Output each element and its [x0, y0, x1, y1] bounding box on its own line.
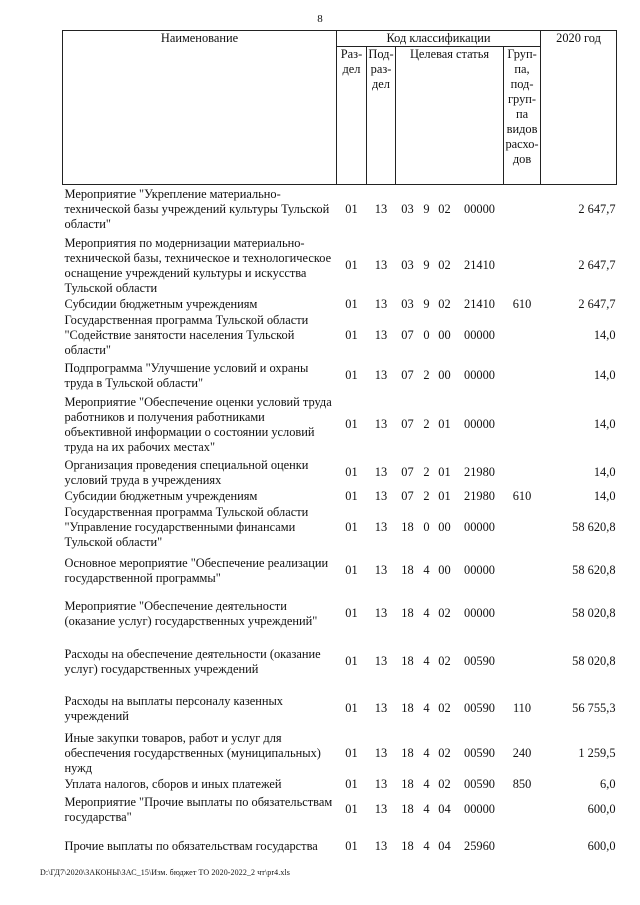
- table-row: [63, 235, 617, 297]
- row-name: Государственная программа Тульской области "Управление государственными финансами Тульской области": [64, 505, 309, 549]
- header-subsection: [367, 47, 396, 185]
- row-subsection: 13: [374, 328, 388, 342]
- row-program: 07: [401, 328, 414, 342]
- header-line: раз-: [370, 62, 392, 76]
- row-amount: 2 647,7: [578, 297, 616, 311]
- header-year: 2020 год: [541, 31, 617, 185]
- row-name: Субсидии бюджетным учреждениям: [64, 489, 258, 503]
- table-row: [63, 185, 617, 235]
- row-subprogram: 4: [423, 777, 430, 791]
- row-subprogram: 4: [423, 654, 430, 668]
- row-direction: 00000: [464, 520, 495, 534]
- row-program: 03: [401, 202, 414, 217]
- row-amount: 58 620,8: [572, 563, 616, 577]
- row-name: Основное мероприятие "Обеспечение реализации государственной программы": [64, 555, 329, 585]
- table-row: [63, 827, 617, 867]
- row-subprogram: 2: [423, 465, 430, 479]
- row-subprogram: 9: [423, 202, 430, 217]
- row-subprogram: 2: [423, 417, 430, 431]
- row-amount: 14,0: [593, 368, 616, 382]
- row-subsection: 13: [374, 654, 388, 668]
- row-direction: 21980: [464, 465, 495, 479]
- row-section: 01: [345, 202, 358, 217]
- row-section: 01: [345, 777, 358, 791]
- row-amount: 14,0: [593, 417, 616, 431]
- row-subprogram: 2: [423, 368, 430, 382]
- row-direction: 00590: [464, 654, 495, 668]
- row-expense-group: 240: [512, 746, 532, 760]
- table-row: [63, 591, 617, 637]
- row-amount: 2 647,7: [578, 202, 616, 217]
- row-name: Подпрограмма "Улучшение условий и охраны труда в Тульской области": [64, 360, 309, 390]
- row-expense-group: 110: [512, 701, 532, 715]
- row-section: 01: [345, 258, 358, 272]
- row-direction: 00000: [464, 417, 495, 431]
- row-expense-group: [504, 551, 541, 591]
- row-event: 04: [438, 802, 451, 816]
- row-direction: 00000: [464, 802, 495, 816]
- row-subprogram: 4: [423, 563, 430, 577]
- row-direction: 25960: [464, 839, 495, 853]
- row-subsection: 13: [374, 777, 388, 791]
- row-program: 18: [401, 520, 414, 534]
- row-subsection: 13: [374, 606, 388, 620]
- row-subprogram: 0: [423, 520, 430, 534]
- row-event: 01: [438, 465, 451, 479]
- table-body: [63, 185, 617, 867]
- table-row: [63, 793, 617, 827]
- row-amount: 600,0: [587, 802, 616, 816]
- row-section: 01: [345, 417, 358, 431]
- row-direction: 00000: [464, 328, 495, 342]
- row-program: 18: [401, 802, 414, 816]
- table-row: [63, 313, 617, 359]
- row-program: 18: [401, 839, 414, 853]
- header-section: [337, 47, 367, 185]
- row-expense-group: 850: [512, 777, 532, 791]
- row-name: Мероприятие "Прочие выплаты по обязательствам государства": [64, 794, 333, 824]
- row-program: 07: [401, 489, 414, 503]
- table-row: [63, 297, 617, 313]
- row-subsection: 13: [374, 839, 388, 853]
- row-amount: 1 259,5: [578, 746, 616, 760]
- row-direction: 00000: [464, 202, 495, 217]
- row-section: 01: [345, 654, 358, 668]
- row-subsection: 13: [374, 746, 388, 760]
- row-program: 18: [401, 606, 414, 620]
- row-name: Мероприятие "Укрепление материально-технической базы учреждений культуры Тульской области": [64, 187, 330, 232]
- row-amount: 6,0: [600, 777, 616, 791]
- row-subsection: 13: [374, 489, 388, 503]
- row-direction: 21410: [464, 258, 495, 272]
- row-subprogram: 9: [423, 258, 430, 272]
- row-section: 01: [345, 701, 358, 715]
- row-event: 01: [438, 417, 451, 431]
- table-row: [63, 359, 617, 393]
- row-direction: 00590: [464, 777, 495, 791]
- header-line: груп-: [507, 92, 537, 106]
- row-subprogram: 4: [423, 701, 430, 715]
- header-line: расхо-: [505, 137, 539, 151]
- row-event: 02: [438, 297, 451, 311]
- row-direction: 21980: [464, 489, 495, 503]
- row-name: Государственная программа Тульской области "Содействие занятости населения Тульской области": [64, 313, 309, 357]
- row-section: 01: [345, 297, 358, 311]
- row-amount: 58 020,8: [572, 654, 616, 668]
- row-program: 07: [401, 368, 414, 382]
- row-amount: 14,0: [593, 465, 616, 479]
- table-row: [63, 457, 617, 489]
- row-subprogram: 0: [423, 328, 430, 342]
- row-subsection: 13: [374, 701, 388, 715]
- row-event: 02: [438, 746, 451, 760]
- row-subsection: 13: [374, 465, 388, 479]
- header-line: Раз-: [340, 47, 363, 61]
- row-expense-group: [504, 637, 541, 687]
- row-direction: 00000: [464, 606, 495, 620]
- row-amount: 14,0: [593, 489, 616, 503]
- table-row: [63, 489, 617, 505]
- row-program: 03: [401, 297, 414, 311]
- row-event: 02: [438, 654, 451, 668]
- row-section: 01: [345, 368, 358, 382]
- row-program: 07: [401, 465, 414, 479]
- row-subsection: 13: [374, 563, 388, 577]
- row-subprogram: 4: [423, 606, 430, 620]
- row-event: 01: [438, 489, 451, 503]
- row-amount: 14,0: [593, 328, 616, 342]
- row-direction: 21410: [464, 297, 495, 311]
- row-name: Уплата налогов, сборов и иных платежей: [64, 777, 282, 791]
- row-name: Организация проведения специальной оценки условий труда в учреждениях: [64, 457, 309, 487]
- row-section: 01: [345, 802, 358, 816]
- header-line: дов: [512, 152, 532, 166]
- row-direction: 00590: [464, 746, 495, 760]
- file-path-footer: D:\ГД7\2020\ЗАКОНЫ\ЗАС_15\Изм. бюджет ТО 2020-2022_2 чт\pr4.xls: [40, 868, 290, 877]
- row-subsection: 13: [374, 520, 388, 534]
- row-event: 02: [438, 258, 451, 272]
- row-section: 01: [345, 746, 358, 760]
- row-subsection: 13: [374, 258, 388, 272]
- row-expense-group: [504, 359, 541, 393]
- row-amount: 600,0: [587, 839, 616, 853]
- row-subprogram: 4: [423, 839, 430, 853]
- header-line: видов: [506, 122, 538, 136]
- row-program: 03: [401, 258, 414, 272]
- table-row: [63, 731, 617, 777]
- header-name: Наименование: [63, 31, 337, 185]
- row-name: Расходы на обеспечение деятельности (оказание услуг) государственных учреждений: [64, 646, 321, 676]
- row-amount: 58 620,8: [572, 520, 616, 534]
- row-subsection: 13: [374, 368, 388, 382]
- row-subsection: 13: [374, 297, 388, 311]
- row-program: 18: [401, 654, 414, 668]
- row-program: 18: [401, 563, 414, 577]
- row-subsection: 13: [374, 802, 388, 816]
- table-row: [63, 551, 617, 591]
- table-row: [63, 637, 617, 687]
- row-expense-group: [504, 793, 541, 827]
- row-event: 02: [438, 202, 451, 217]
- row-event: 00: [438, 368, 451, 382]
- row-section: 01: [345, 606, 358, 620]
- row-name: Мероприятие "Обеспечение деятельности (оказание услуг) государственных учреждений": [64, 598, 318, 628]
- row-event: 02: [438, 701, 451, 715]
- row-name: Расходы на выплаты персоналу казенных учреждений: [64, 693, 283, 723]
- row-expense-group: [504, 505, 541, 551]
- header-classification: Код классификации: [337, 31, 541, 47]
- header-line: под-: [510, 77, 534, 91]
- row-direction: 00000: [464, 368, 495, 382]
- table-row: [63, 505, 617, 551]
- row-expense-group: 610: [512, 489, 532, 503]
- row-expense-group: [504, 185, 541, 235]
- row-event: 00: [438, 520, 451, 534]
- header-line: Под-: [368, 47, 394, 61]
- row-program: 18: [401, 777, 414, 791]
- budget-table: [62, 30, 617, 867]
- row-section: 01: [345, 520, 358, 534]
- row-amount: 58 020,8: [572, 606, 616, 620]
- row-expense-group: [504, 393, 541, 457]
- table-row: [63, 393, 617, 457]
- header-line: Груп-: [507, 47, 537, 61]
- row-event: 00: [438, 563, 451, 577]
- row-event: 02: [438, 777, 451, 791]
- row-event: 04: [438, 839, 451, 853]
- page-number: 8: [317, 13, 323, 25]
- row-amount: 2 647,7: [578, 258, 616, 272]
- row-direction: 00590: [464, 701, 495, 715]
- row-direction: 00000: [464, 563, 495, 577]
- row-section: 01: [345, 328, 358, 342]
- row-name: Субсидии бюджетным учреждениям: [64, 297, 258, 311]
- row-section: 01: [345, 489, 358, 503]
- row-event: 02: [438, 606, 451, 620]
- table-row: [63, 777, 617, 793]
- row-program: 18: [401, 746, 414, 760]
- header-line: па,: [514, 62, 530, 76]
- header-line: па: [515, 107, 529, 121]
- row-subprogram: 2: [423, 489, 430, 503]
- row-subsection: 13: [374, 417, 388, 431]
- table-row: [63, 687, 617, 731]
- row-subsection: 13: [374, 202, 388, 217]
- row-name: Мероприятие "Обеспечение оценки условий труда работников и получения работниками объективной информации о состоянии условий труда на их рабочих местах": [64, 394, 332, 454]
- header-target-item: Целевая статья: [396, 47, 504, 185]
- row-expense-group: [504, 591, 541, 637]
- row-subprogram: 4: [423, 802, 430, 816]
- row-expense-group: [504, 827, 541, 867]
- row-name: Мероприятия по модернизации материально-технической базы, техническое и технологическое оснащение учреждений культуры и искусства Тульской области: [64, 235, 332, 295]
- row-event: 00: [438, 328, 451, 342]
- row-amount: 56 755,3: [572, 701, 616, 715]
- row-section: 01: [345, 563, 358, 577]
- row-program: 18: [401, 701, 414, 715]
- row-name: Иные закупки товаров, работ и услуг для обеспечения государственных (муниципальных) нужд: [64, 731, 321, 775]
- header-line: дел: [372, 77, 390, 91]
- row-expense-group: [504, 313, 541, 359]
- header-group: [504, 47, 541, 185]
- row-expense-group: [504, 235, 541, 297]
- row-program: 07: [401, 417, 414, 431]
- header-line: дел: [342, 62, 361, 76]
- row-name: Прочие выплаты по обязательствам государства: [64, 839, 318, 853]
- row-subprogram: 9: [423, 297, 430, 311]
- row-section: 01: [345, 839, 358, 853]
- row-subprogram: 4: [423, 746, 430, 760]
- row-expense-group: 610: [512, 297, 532, 311]
- row-expense-group: [504, 457, 541, 489]
- row-section: 01: [345, 465, 358, 479]
- table-header: [63, 31, 617, 185]
